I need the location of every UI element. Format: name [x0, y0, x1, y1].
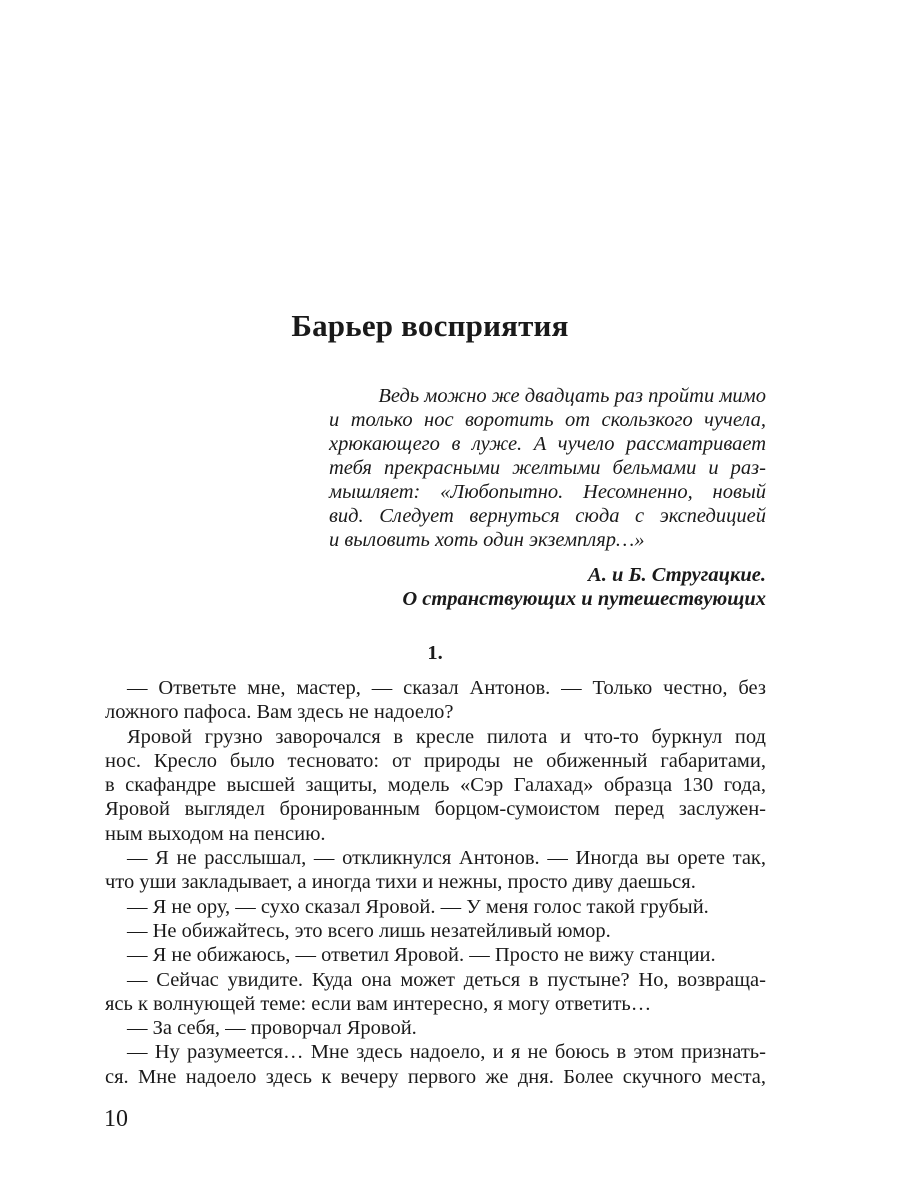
text-line: ясь к волнующей теме: если вам интересно, я могу ответить…: [105, 992, 652, 1015]
text-line: нос. Кресло было тесновато: от природы не обиженный габаритами,: [105, 749, 766, 772]
epigraph-line: хрюкающего в луже. А чучело рассматривает: [329, 433, 766, 455]
text-line: — За себя, — проворчал Яровой.: [127, 1017, 417, 1040]
text-line: ным выходом на пенсию.: [105, 822, 326, 845]
text-line: — Не обижайтесь, это всего лишь незатейливый юмор.: [127, 919, 611, 942]
text-line: — Я не обижаюсь, — ответил Яровой. — Просто не вижу станции.: [127, 944, 716, 967]
text-line: Яровой грузно заворочался в кресле пилота и что-то буркнул под: [127, 725, 766, 748]
text-line: — Ответьте мне, мастер, — сказал Антонов. — Только честно, без: [127, 677, 766, 699]
epigraph-line: и выловить хоть один экземпляр…»: [329, 529, 645, 551]
chapter-title: Барьер восприятия: [291, 308, 569, 343]
epigraph-line: вид. Следует вернуться сюда с экспедицией: [329, 505, 766, 527]
text-line: — Я не расслышал, — откликнулся Антонов. — Иногда вы орете так,: [127, 847, 766, 870]
epigraph-line: мышляет: «Любопытно. Несомненно, новый: [329, 481, 766, 503]
epigraph-source: О странствующих и путешествующих: [402, 588, 766, 610]
text-line: ложного пафоса. Вам здесь не надоело?: [105, 701, 454, 724]
text-line: — Ну разумеется… Мне здесь надоело, и я не боюсь в этом признать-: [127, 1041, 766, 1064]
epigraph-line: Ведь можно же двадцать раз пройти мимо: [378, 385, 766, 407]
epigraph-line: и только нос воротить от скользкого чучела,: [329, 409, 766, 431]
text-line: в скафандре высшей защиты, модель «Сэр Галахад» образца 130 года,: [105, 774, 766, 797]
body-text: [105, 676, 766, 1089]
text-line: Яровой выглядел бронированным борцом-сумоистом перед заслужен-: [105, 798, 766, 821]
epigraph: [329, 384, 766, 552]
text-line: — Я не ору, — сухо сказал Яровой. — У меня голос такой грубый.: [127, 895, 709, 918]
text-line: что уши закладывает, а иногда тихи и нежны, просто диву даешься.: [105, 871, 696, 894]
text-line: ся. Мне надоело здесь к вечеру первого же дня. Более скучного места,: [105, 1065, 766, 1088]
epigraph-line: тебя прекрасными желтыми бельмами и раз-: [329, 457, 766, 479]
text-line: — Сейчас увидите. Куда она может деться в пустыне? Но, возвраща-: [127, 968, 766, 991]
epigraph-attribution: [329, 563, 766, 611]
page-number: 10: [104, 1106, 128, 1132]
epigraph-author: А. и Б. Стругацкие.: [588, 564, 766, 586]
section-number: 1.: [427, 642, 443, 664]
